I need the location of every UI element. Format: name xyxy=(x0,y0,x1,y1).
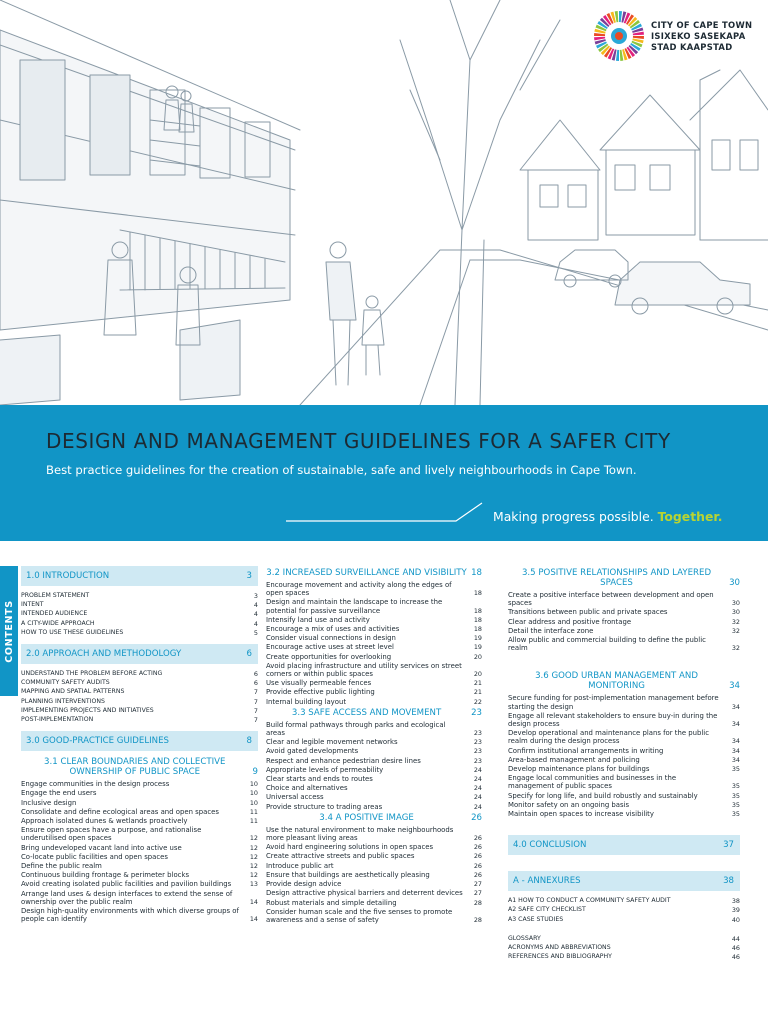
toc-entry-label: INTENDED AUDIENCE xyxy=(21,610,88,618)
toc-entry[interactable] xyxy=(266,757,482,765)
toc-entry-label: Bring undeveloped vacant land into active use xyxy=(21,843,182,852)
toc-entry[interactable] xyxy=(266,843,482,851)
toc-entry-page: 30 xyxy=(731,599,740,608)
toc-entry-page: 5 xyxy=(253,628,258,637)
toc-entry[interactable] xyxy=(21,679,258,687)
toc-entry[interactable] xyxy=(21,698,258,706)
toc-entry[interactable] xyxy=(266,625,482,633)
section-heading[interactable] xyxy=(21,644,258,664)
toc-entry[interactable] xyxy=(21,620,258,628)
toc-entry-page: 10 xyxy=(249,798,258,807)
toc-entry[interactable] xyxy=(266,679,482,687)
toc-entry-page: 26 xyxy=(473,843,482,852)
toc-entry-page: 4 xyxy=(253,610,258,619)
toc-entry[interactable] xyxy=(508,608,740,616)
toc-entry-page: 18 xyxy=(473,615,482,624)
toc-entry[interactable] xyxy=(508,591,740,607)
toc-entry[interactable] xyxy=(21,844,258,852)
subsection-heading-label: 3.5 POSITIVE RELATIONSHIPS AND LAYERED SPACES xyxy=(521,568,712,588)
logo-segment xyxy=(633,36,644,39)
toc-entry[interactable] xyxy=(508,916,740,924)
section-heading-label: 2.0 APPROACH AND METHODOLOGY xyxy=(26,649,182,660)
toc-entry-label: Provide effective public lighting xyxy=(266,688,375,697)
toc-entry-label: Encourage active uses at street level xyxy=(266,643,394,652)
tagline-swoosh xyxy=(286,501,486,525)
toc-entry-page: 4 xyxy=(253,601,258,610)
contents-column-2 xyxy=(266,566,482,925)
toc-entry[interactable] xyxy=(266,688,482,696)
toc-entry[interactable] xyxy=(508,801,740,809)
toc-entry-page: 6 xyxy=(253,670,258,679)
section-heading-label: 4.0 CONCLUSION xyxy=(513,840,587,851)
toc-entry[interactable] xyxy=(21,601,258,609)
toc-entry-label: Ensure that buildings are aesthetically pleasing xyxy=(266,870,430,879)
toc-entry-page: 35 xyxy=(731,782,740,791)
toc-entry-label: Arrange land uses & design interfaces to extend the sense of ownership over the public realm xyxy=(21,889,233,906)
toc-entry[interactable] xyxy=(508,618,740,626)
toc-entry[interactable] xyxy=(21,817,258,825)
toc-entry-page: 26 xyxy=(473,852,482,861)
section-heading-page: 37 xyxy=(723,840,734,851)
toc-entry-page: 39 xyxy=(731,906,740,915)
toc-entry[interactable] xyxy=(21,880,258,888)
toc-entry-label: Area-based management and policing xyxy=(508,755,640,764)
toc-entry-label: POST-IMPLEMENTATION xyxy=(21,716,94,724)
toc-entry-page: 3 xyxy=(253,592,258,600)
toc-entry-label: Develop maintenance plans for buildings xyxy=(508,765,650,774)
toc-entry-page: 32 xyxy=(731,617,740,626)
toc-entry-label: Clear and legible movement networks xyxy=(266,738,398,747)
toc-entry-page: 28 xyxy=(473,915,482,924)
toc-entry-page: 23 xyxy=(473,756,482,765)
toc-entry-label: Engage local communities and businesses in the management of public spaces xyxy=(508,774,677,791)
toc-entry-page: 14 xyxy=(249,915,258,924)
toc-entry[interactable] xyxy=(21,707,258,715)
section-heading[interactable] xyxy=(21,731,258,751)
toc-entry-page: 6 xyxy=(253,679,258,688)
toc-entry[interactable] xyxy=(266,775,482,783)
toc-entry-label: A3 CASE STUDIES xyxy=(508,915,564,923)
toc-entry-page: 26 xyxy=(473,870,482,879)
toc-entry-label: Monitor safety on an ongoing basis xyxy=(508,800,630,809)
toc-entry[interactable] xyxy=(508,906,740,914)
contents-label: CONTENTS xyxy=(3,599,15,663)
toc-entry-page: 35 xyxy=(731,810,740,819)
toc-entry-label: Define the public realm xyxy=(21,862,102,871)
toc-entry[interactable] xyxy=(266,784,482,792)
toc-entry[interactable] xyxy=(266,616,482,624)
toc-entry-page: 12 xyxy=(249,834,258,843)
toc-entry-page: 32 xyxy=(731,644,740,653)
toc-entry[interactable] xyxy=(266,747,482,755)
toc-entry-page: 35 xyxy=(731,800,740,809)
toc-entry-page: 46 xyxy=(731,953,740,962)
toc-entry[interactable] xyxy=(266,643,482,651)
toc-entry-label: Continuous building frontage & perimeter blocks xyxy=(21,871,190,880)
toc-entry[interactable] xyxy=(21,670,258,678)
toc-entry-label: Avoid placing infrastructure and utility services on street corners or within public spaces xyxy=(266,661,462,679)
toc-entry[interactable] xyxy=(266,871,482,879)
toc-entry-page: 19 xyxy=(473,643,482,652)
section-heading[interactable] xyxy=(508,835,740,855)
toc-entry-label: INTENT xyxy=(21,601,44,609)
toc-entry-label: Choice and alternatives xyxy=(266,784,348,793)
subsection-heading[interactable] xyxy=(508,568,740,588)
spacer xyxy=(508,861,740,871)
toc-entry-page: 23 xyxy=(473,747,482,756)
subsection-heading-label: 3.6 GOOD URBAN MANAGEMENT AND MONITORING xyxy=(535,671,698,692)
toc-entry-label: Secure funding for post-implementation management before starting the design xyxy=(508,694,719,711)
toc-entry-label: Encourage movement and activity along the edges of open spaces xyxy=(266,581,452,598)
toc-entry[interactable] xyxy=(508,712,740,728)
logo-line: CITY OF CAPE TOWN xyxy=(651,19,753,30)
toc-entry-label: Maintain open spaces to increase visibility xyxy=(508,810,654,819)
toc-entry-page: 12 xyxy=(249,852,258,861)
toc-entry-page: 19 xyxy=(473,634,482,643)
toc-entry[interactable] xyxy=(508,756,740,764)
toc-entry-page: 24 xyxy=(473,802,482,811)
toc-entry[interactable] xyxy=(508,810,740,818)
toc-entry[interactable] xyxy=(21,826,258,842)
toc-entry-page: 20 xyxy=(473,652,482,661)
section-heading-page: 3 xyxy=(246,571,252,581)
toc-entry-page: 18 xyxy=(473,606,482,615)
toc-entry-label: Avoid gated developments xyxy=(266,747,359,756)
toc-entry-page: 38 xyxy=(731,897,740,906)
logo-line: STAD KAAPSTAD xyxy=(651,41,733,52)
subsection-heading-label: 3.2 INCREASED SURVEILLANCE AND VISIBILITY xyxy=(266,568,467,578)
toc-entry-label: Create opportunities for overlooking xyxy=(266,652,392,661)
toc-entry[interactable] xyxy=(21,890,258,906)
toc-entry-label: Inclusive design xyxy=(21,798,77,807)
toc-entry-label: Provide structure to trading areas xyxy=(266,802,383,811)
subsection-heading[interactable] xyxy=(508,671,740,691)
toc-entry-label: Clear starts and ends to routes xyxy=(266,775,373,784)
toc-entry-label: Avoid hard engineering solutions in open spaces xyxy=(266,843,434,852)
toc-entry-label: Avoid creating isolated public facilities and pavilion buildings xyxy=(21,880,232,889)
toc-entry-page: 32 xyxy=(731,626,740,635)
toc-entry-label: Clear address and positive frontage xyxy=(508,617,632,626)
toc-entry-page: 34 xyxy=(731,720,740,729)
toc-entry[interactable] xyxy=(266,766,482,774)
toc-entry-page: 7 xyxy=(253,688,258,697)
toc-entry-page: 11 xyxy=(249,817,258,826)
toc-entry-label: Create a positive interface between development and open spaces xyxy=(508,591,714,608)
toc-entry-label: Design and maintain the landscape to increase the potential for passive surveillance xyxy=(266,598,443,615)
toc-entry[interactable] xyxy=(266,598,482,614)
toc-entry-page: 21 xyxy=(473,688,482,697)
toc-entry-label: COMMUNITY SAFETY AUDITS xyxy=(21,679,110,687)
toc-entry[interactable] xyxy=(266,852,482,860)
subsection-heading-label: 3.4 A POSITIVE IMAGE xyxy=(319,812,414,823)
toc-entry-label: Engage communities in the design process xyxy=(21,780,170,789)
logo-segment xyxy=(619,11,622,22)
toc-entry[interactable] xyxy=(21,629,258,637)
contents-column-1 xyxy=(21,566,258,924)
page-subtitle: Best practice guidelines for the creation of sustainable, safe and lively neighbourhoods in Cape Town. xyxy=(46,463,637,477)
toc-entry[interactable] xyxy=(21,871,258,879)
toc-entry[interactable] xyxy=(508,944,740,952)
toc-entry-page: 21 xyxy=(473,679,482,688)
toc-entry-page: 26 xyxy=(473,861,482,870)
toc-entry[interactable] xyxy=(508,627,740,635)
toc-entry-label: Confirm institutional arrangements in writing xyxy=(508,746,664,755)
section-heading[interactable] xyxy=(21,566,258,586)
toc-entry[interactable] xyxy=(21,808,258,816)
toc-entry-label: Ensure open spaces have a purpose, and rationalise underutilised open spaces xyxy=(21,826,202,843)
toc-entry[interactable] xyxy=(266,662,482,678)
toc-entry[interactable] xyxy=(266,634,482,642)
toc-entry[interactable] xyxy=(266,826,482,842)
toc-entry[interactable] xyxy=(508,765,740,773)
section-heading-page: 38 xyxy=(723,876,734,887)
toc-entry-label: Introduce public art xyxy=(266,861,334,870)
city-seal-icon xyxy=(593,10,645,62)
toc-entry-page: 23 xyxy=(473,738,482,747)
toc-entry-label: Allow public and commercial building to define the public realm xyxy=(508,636,706,653)
toc-entry[interactable] xyxy=(21,799,258,807)
toc-entry-page: 24 xyxy=(473,793,482,802)
toc-entry-label: PLANNING INTERVENTIONS xyxy=(21,697,105,705)
toc-entry-label: UNDERSTAND THE PROBLEM BEFORE ACTING xyxy=(21,670,163,678)
toc-entry-page: 27 xyxy=(473,889,482,898)
subsection-heading[interactable] xyxy=(21,757,258,777)
toc-entry-label: Respect and enhance pedestrian desire lines xyxy=(266,756,421,765)
toc-entry-label: Create attractive streets and public spaces xyxy=(266,852,415,861)
toc-entry-page: 44 xyxy=(731,934,740,943)
toc-entry-page: 34 xyxy=(731,737,740,746)
toc-entry[interactable] xyxy=(266,889,482,897)
page-title: DESIGN AND MANAGEMENT GUIDELINES FOR A SAFER CITY xyxy=(46,429,671,453)
toc-entry-label: Internal building layout xyxy=(266,697,347,706)
toc-entry-label: Engage the end users xyxy=(21,789,97,798)
toc-entry-page: 12 xyxy=(249,843,258,852)
toc-entry[interactable] xyxy=(21,862,258,870)
toc-entry-label: Approach isolated dunes & wetlands proactively xyxy=(21,817,188,826)
toc-entry[interactable] xyxy=(266,880,482,888)
toc-entry-page: 12 xyxy=(249,862,258,871)
section-heading-page: 8 xyxy=(246,736,252,747)
section-heading-page: 6 xyxy=(246,649,252,660)
toc-entry-page: 12 xyxy=(249,871,258,880)
toc-entry[interactable] xyxy=(508,792,740,800)
toc-entry-page: 35 xyxy=(731,765,740,774)
tagline xyxy=(493,509,722,524)
toc-entry-page: 18 xyxy=(473,589,482,598)
logo-line: ISIXEKO SASEKAPA xyxy=(651,30,746,41)
toc-entry-page: 24 xyxy=(473,784,482,793)
toc-entry[interactable] xyxy=(508,747,740,755)
toc-entry-page: 10 xyxy=(249,789,258,798)
spacer xyxy=(508,925,740,935)
toc-entry-label: Engage all relevant stakeholders to ensure buy-in during the design process xyxy=(508,711,718,729)
section-heading-label: 1.0 INTRODUCTION xyxy=(26,571,110,581)
toc-entry-label: A CITY-WIDE APPROACH xyxy=(21,619,95,627)
toc-entry[interactable] xyxy=(266,738,482,746)
subsection-heading-label: 3.3 SAFE ACCESS AND MOVEMENT xyxy=(291,707,442,718)
toc-entry-page: 40 xyxy=(731,915,740,924)
toc-entry[interactable] xyxy=(266,581,482,597)
toc-entry-label: Use visually permeable fences xyxy=(266,679,372,688)
toc-entry-label: REFERENCES AND BIBLIOGRAPHY xyxy=(508,953,612,961)
toc-entry[interactable] xyxy=(21,853,258,861)
toc-entry-page: 28 xyxy=(473,898,482,907)
toc-entry-label: MAPPING AND SPATIAL PATTERNS xyxy=(21,688,125,696)
section-heading-label: A - ANNEXURES xyxy=(513,876,581,887)
toc-entry-label: Consider visual connections in design xyxy=(266,634,396,643)
toc-entry[interactable] xyxy=(21,610,258,618)
toc-entry[interactable] xyxy=(21,789,258,797)
toc-entry-label: Build formal pathways through parks and ecological areas xyxy=(266,720,446,738)
toc-entry-page: 35 xyxy=(731,791,740,800)
toc-entry[interactable] xyxy=(21,907,258,923)
toc-entry-page: 13 xyxy=(249,880,258,889)
contents-tab xyxy=(0,566,18,696)
toc-entry-page: 34 xyxy=(731,746,740,755)
toc-entry-page: 34 xyxy=(731,702,740,711)
toc-entry-page: 22 xyxy=(473,697,482,706)
toc-entry-page: 11 xyxy=(249,807,258,816)
toc-entry-page: 34 xyxy=(731,755,740,764)
toc-entry[interactable] xyxy=(266,698,482,706)
toc-entry-label: Encourage a mix of uses and activities xyxy=(266,625,400,634)
contents-column-3 xyxy=(508,566,740,962)
toc-entry-label: A1 HOW TO CONDUCT A COMMUNITY SAFETY AUDIT xyxy=(508,897,671,905)
toc-entry-label: Provide design advice xyxy=(266,880,342,889)
toc-entry-page: 46 xyxy=(731,944,740,953)
logo-text xyxy=(651,20,752,53)
toc-entry-page: 7 xyxy=(253,706,258,715)
toc-entry[interactable] xyxy=(266,908,482,924)
toc-entry-label: A2 SAFE CITY CHECKLIST xyxy=(508,906,586,914)
logo-segment xyxy=(594,33,605,36)
toc-entry[interactable] xyxy=(508,729,740,745)
tagline-main: Making progress possible. xyxy=(493,509,654,524)
logo-segment xyxy=(616,50,619,61)
subsection-heading-page: 34 xyxy=(729,681,740,692)
toc-entry-page: 30 xyxy=(731,608,740,617)
city-logo xyxy=(593,10,752,62)
toc-entry-page: 10 xyxy=(249,780,258,789)
toc-entry-label: GLOSSARY xyxy=(508,934,541,942)
toc-entry[interactable] xyxy=(21,780,258,788)
toc-entry-label: Transitions between public and private spaces xyxy=(508,608,668,617)
toc-entry[interactable] xyxy=(21,688,258,696)
spacer xyxy=(508,653,740,669)
tagline-accent: Together. xyxy=(657,509,723,524)
toc-entry-page: 18 xyxy=(473,625,482,634)
toc-entry-label: Specify for long life, and build robustly and sustainably xyxy=(508,791,698,800)
title-band xyxy=(0,405,768,541)
toc-entry-page: 26 xyxy=(473,834,482,843)
toc-entry-label: Design attractive physical barriers and deterrent devices xyxy=(266,889,463,898)
toc-entry-page: 24 xyxy=(473,775,482,784)
toc-entry[interactable] xyxy=(21,716,258,724)
toc-entry[interactable] xyxy=(21,592,258,600)
toc-entry[interactable] xyxy=(508,636,740,652)
toc-entry-label: Consolidate and define ecological areas and open spaces xyxy=(21,807,219,816)
toc-entry[interactable] xyxy=(266,721,482,737)
toc-entry-page: 27 xyxy=(473,880,482,889)
toc-entry-page: 7 xyxy=(253,716,258,725)
toc-entry-label: IMPLEMENTING PROJECTS AND INITIATIVES xyxy=(21,706,154,714)
subsection-heading-page: 23 xyxy=(471,707,482,718)
subsection-heading[interactable] xyxy=(266,568,482,578)
subsection-heading-page: 9 xyxy=(252,767,258,778)
toc-entry-label: Detail the interface zone xyxy=(508,626,594,635)
subsection-heading-label: 3.1 CLEAR BOUNDARIES AND COLLECTIVE OWNERSHIP OF PUBLIC SPACE xyxy=(44,757,226,778)
toc-entry-label: Design high-quality environments with which diverse groups of people can identify xyxy=(21,907,239,924)
toc-entry-label: Consider human scale and the five senses to promote awareness and a sense of safety xyxy=(266,907,453,924)
toc-entry[interactable] xyxy=(508,694,740,710)
toc-entry-page: 7 xyxy=(253,697,258,706)
toc-entry-label: PROBLEM STATEMENT xyxy=(21,592,90,599)
toc-entry-label: Intensify land use and activity xyxy=(266,615,370,624)
subsection-heading[interactable] xyxy=(266,708,482,718)
toc-entry-label: Co-locate public facilities and open spaces xyxy=(21,852,168,861)
toc-entry-label: Develop operational and maintenance plans for the public realm during the design process xyxy=(508,729,710,746)
section-heading-label: 3.0 GOOD-PRACTICE GUIDELINES xyxy=(26,736,169,747)
toc-entry-page: 23 xyxy=(473,729,482,738)
toc-entry-label: Use the natural environment to make neighbourhoods more pleasant living areas xyxy=(266,825,454,843)
toc-entry-label: ACRONYMS AND ABBREVIATIONS xyxy=(508,944,611,952)
subsection-heading[interactable] xyxy=(266,813,482,823)
toc-entry-page: 14 xyxy=(249,897,258,906)
toc-entry[interactable] xyxy=(508,774,740,790)
subsection-heading-page: 30 xyxy=(729,578,740,588)
toc-entry[interactable] xyxy=(508,935,740,943)
toc-entry[interactable] xyxy=(508,897,740,905)
toc-entry[interactable] xyxy=(508,953,740,961)
toc-entry-page: 4 xyxy=(253,619,258,628)
toc-entry-label: HOW TO USE THESE GUIDELINES xyxy=(21,628,124,636)
subsection-heading-page: 26 xyxy=(471,812,482,823)
toc-entry-label: Appropriate levels of permeability xyxy=(266,765,384,774)
toc-entry-label: Robust materials and simple detailing xyxy=(266,898,397,907)
toc-entry[interactable] xyxy=(266,793,482,801)
toc-entry-label: Universal access xyxy=(266,793,324,802)
toc-entry-page: 24 xyxy=(473,765,482,774)
toc-entry[interactable] xyxy=(266,862,482,870)
subsection-heading-page: 18 xyxy=(471,568,482,578)
toc-entry[interactable] xyxy=(266,653,482,661)
spacer xyxy=(508,819,740,835)
toc-entry[interactable] xyxy=(266,899,482,907)
toc-entry[interactable] xyxy=(266,803,482,811)
section-heading[interactable] xyxy=(508,871,740,891)
toc-entry-page: 20 xyxy=(473,670,482,679)
